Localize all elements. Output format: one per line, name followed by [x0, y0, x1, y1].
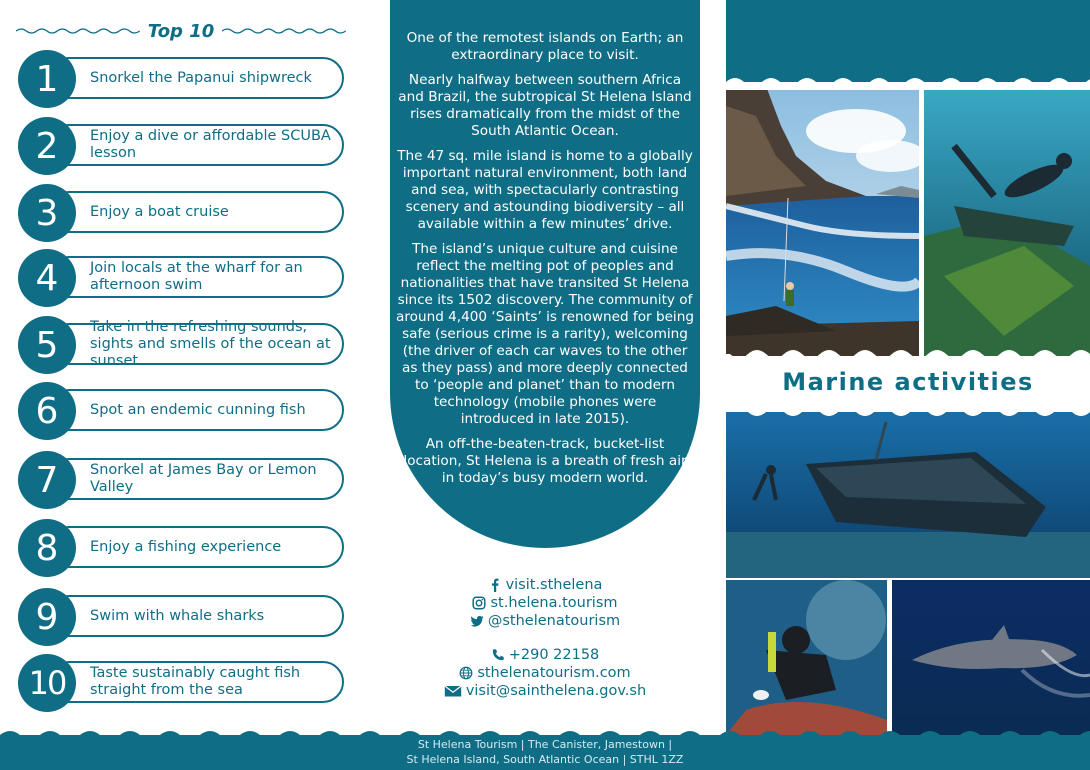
item-number: 8	[18, 519, 76, 577]
item-number: 2	[18, 117, 76, 175]
top10-item	[18, 117, 344, 175]
item-number: 9	[18, 588, 76, 646]
top10-panel	[0, 0, 372, 735]
item-text: Spot an endemic cunning fish	[90, 401, 306, 418]
item-text: Enjoy a boat cruise	[90, 203, 229, 220]
shipwreck-photo	[726, 412, 1090, 578]
wave-divider-left	[16, 26, 140, 36]
facebook-link[interactable]	[372, 576, 718, 594]
top10-item	[18, 654, 344, 712]
email-address: visit@sainthelena.gov.sh	[465, 683, 647, 699]
intro-paragraph: The 47 sq. mile island is home to a globally important natural environment, both land and sea, with spectacularly contrasting scenery and astounding biodiversity – all available within a few minutes’ drive.	[397, 148, 693, 232]
top10-item	[18, 382, 344, 440]
top10-item	[18, 588, 344, 646]
wave-separator-middle	[726, 342, 1090, 360]
diver-wreck-illustration	[924, 86, 1090, 356]
item-text: Snorkel the Papanui shipwreck	[90, 69, 312, 86]
intro-paragraph: One of the remotest islands on Earth; an extraordinary place to visit.	[406, 30, 684, 63]
top10-item	[18, 50, 344, 108]
intro-paragraph: The island’s unique culture and cuisine reflect the melting pot of peoples and nationalities that have transited St Helena since its 1502 discovery. The community of around 4,400 ‘Saints’ is renowned for being safe (serious crime is a rarity), welcoming (the driver of each car waves to the other as they pass) and more deeply connected to ‘people and planet’ than to modern technology (mobile phones were introduced in late 2015).	[396, 241, 694, 427]
intro-paragraph: An off-the-beaten-track, bucket-list location, St Helena is a breath of fresh air in today’s busy modern world.	[403, 436, 687, 486]
facebook-handle: visit.sthelena	[505, 577, 603, 593]
top10-item	[18, 519, 344, 577]
footer-wave	[0, 724, 1090, 738]
item-text: Take in the refreshing sounds, sights and smells of the ocean at sunset	[90, 318, 331, 369]
item-number: 10	[18, 654, 76, 712]
item-number: 5	[18, 316, 76, 374]
phone-icon	[491, 648, 505, 662]
top10-header	[16, 18, 346, 44]
item-text: Snorkel at James Bay or Lemon Valley	[90, 462, 317, 495]
contact-block	[372, 576, 718, 700]
wave-separator-top	[726, 70, 1090, 90]
item-text: Swim with whale sharks	[90, 607, 265, 624]
item-pill	[48, 389, 344, 431]
marine-activities-title: Marine activities	[782, 368, 1034, 396]
item-number: 4	[18, 249, 76, 307]
item-pill	[48, 318, 344, 369]
twitter-icon	[470, 614, 484, 628]
twitter-handle: @sthelenatourism	[487, 613, 621, 629]
diver-fish-photo	[726, 580, 887, 735]
globe-icon	[459, 666, 473, 680]
item-text: Enjoy a fishing experience	[90, 538, 282, 555]
website-url: sthelenatourism.com	[477, 665, 631, 681]
item-number: 3	[18, 184, 76, 242]
instagram-icon	[472, 596, 486, 610]
item-text: Enjoy a dive or affordable SCUBA lesson	[90, 128, 331, 161]
item-pill	[48, 57, 344, 99]
diver-fish-illustration	[726, 580, 887, 735]
item-pill	[48, 458, 344, 500]
intro-arch	[390, 0, 700, 548]
top10-item	[18, 249, 344, 307]
wave-divider-right	[222, 26, 346, 36]
footer-address	[0, 737, 1090, 767]
marine-panel	[726, 0, 1090, 735]
top10-item	[18, 184, 344, 242]
twitter-link[interactable]	[372, 612, 718, 630]
top10-title: Top 10	[147, 20, 215, 42]
dolphin-photo	[892, 580, 1090, 735]
instagram-handle: st.helena.tourism	[490, 595, 618, 611]
item-pill	[48, 256, 344, 298]
coastal-fishing-photo	[726, 86, 919, 356]
item-number: 6	[18, 382, 76, 440]
intro-paragraph: Nearly halfway between southern Africa and Brazil, the subtropical St Helena Island rises dramatically from the midst of the South Atlantic Ocean.	[398, 72, 692, 139]
footer-line-1: St Helena Tourism | The Canister, Jamestown |	[417, 738, 673, 751]
dolphin-illustration	[892, 580, 1090, 735]
item-pill	[48, 661, 344, 703]
item-pill	[48, 526, 344, 568]
diver-wreck-photo	[924, 86, 1090, 356]
website-link[interactable]	[372, 664, 718, 682]
instagram-link[interactable]	[372, 594, 718, 612]
item-number: 7	[18, 451, 76, 509]
item-pill	[48, 595, 344, 637]
phone-link[interactable]	[372, 646, 718, 664]
phone-number: +290 22158	[508, 647, 600, 663]
top10-item	[18, 451, 344, 509]
email-icon	[444, 684, 462, 698]
item-text: Taste sustainably caught fish straight from the sea	[90, 665, 301, 698]
wave-separator-bottom	[726, 404, 1090, 420]
item-number: 1	[18, 50, 76, 108]
facebook-icon	[488, 578, 502, 592]
top10-item	[18, 316, 344, 374]
email-link[interactable]	[372, 682, 718, 700]
shipwreck-illustration	[726, 412, 1090, 578]
intro-panel	[372, 0, 718, 735]
item-pill	[48, 124, 344, 166]
coastal-fishing-illustration	[726, 86, 919, 356]
item-pill	[48, 191, 344, 233]
footer-line-2: St Helena Island, South Atlantic Ocean | STHL 1ZZ	[406, 753, 684, 766]
item-text: Join locals at the wharf for an afternoon swim	[90, 260, 303, 293]
